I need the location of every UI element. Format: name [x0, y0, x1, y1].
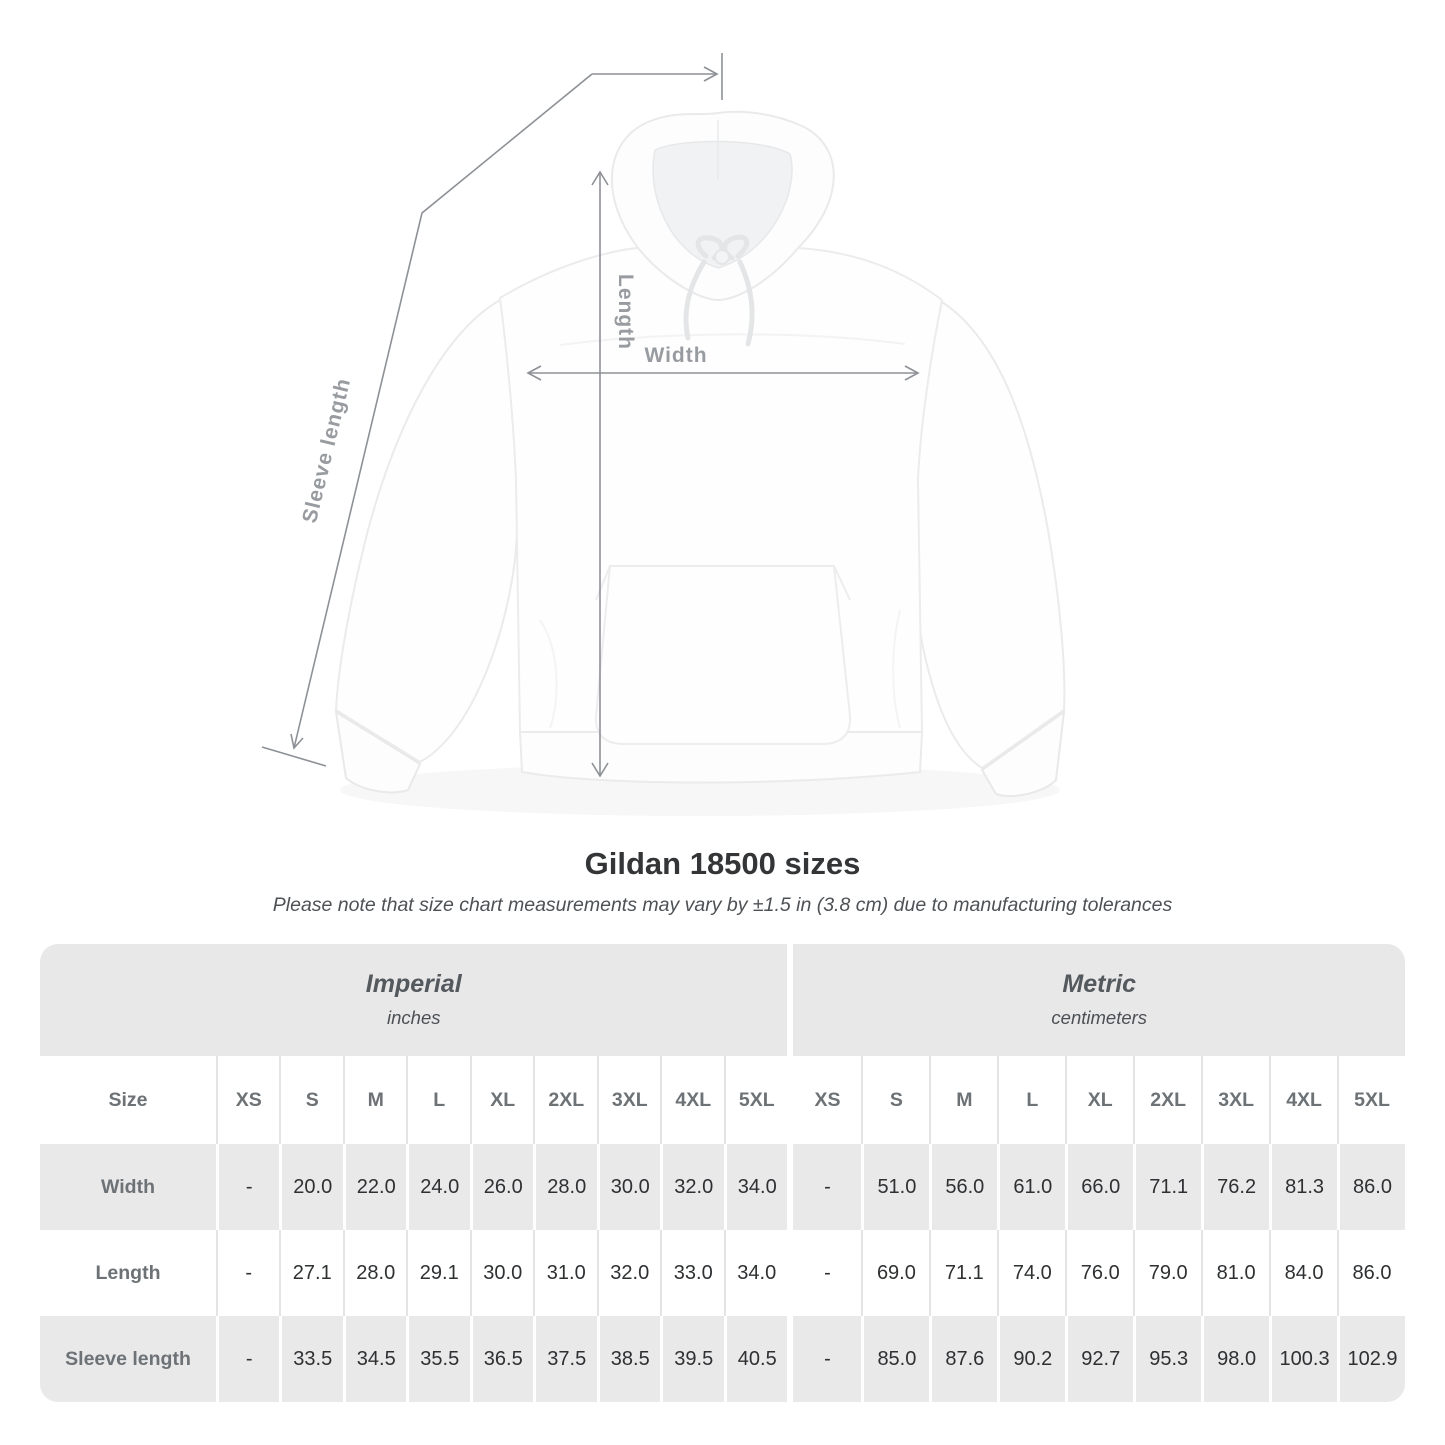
value-cell-metric	[1133, 1316, 1201, 1402]
size-header-imperial	[660, 1056, 724, 1144]
value-cell-imperial-text: -	[245, 1261, 253, 1284]
value-cell-imperial	[724, 1316, 788, 1402]
size-header-metric	[861, 1056, 929, 1144]
size-header-metric	[1269, 1056, 1337, 1144]
value-cell-imperial	[470, 1230, 534, 1316]
value-cell-metric	[1337, 1316, 1405, 1402]
value-cell-metric	[997, 1316, 1065, 1402]
size-header-imperial-text: S	[305, 1088, 319, 1111]
value-cell-metric-text: 76.2	[1217, 1175, 1257, 1198]
value-cell-imperial	[660, 1144, 724, 1230]
value-cell-imperial-text: 38.5	[610, 1347, 650, 1370]
value-cell-imperial	[279, 1316, 343, 1402]
page-title: Gildan 18500 sizes	[584, 846, 861, 881]
value-cell-imperial-text: 37.5	[547, 1347, 587, 1370]
table-row	[40, 1144, 1405, 1230]
size-label: Size	[108, 1088, 148, 1111]
sleeve-bottom-tick	[262, 747, 326, 766]
value-cell-metric-text: 56.0	[945, 1175, 985, 1198]
value-cell-imperial	[533, 1230, 597, 1316]
value-cell-imperial-text: 28.0	[356, 1261, 396, 1284]
size-header-imperial	[597, 1056, 661, 1144]
size-header-row	[40, 1056, 1405, 1144]
value-cell-metric-text: 61.0	[1013, 1175, 1053, 1198]
value-cell-imperial	[597, 1144, 661, 1230]
size-header-metric	[793, 1056, 861, 1144]
value-cell-metric-text: 86.0	[1353, 1175, 1392, 1198]
sleeve-length-label: Sleeve length	[298, 375, 356, 526]
value-cell-metric-text: 100.3	[1279, 1347, 1330, 1370]
value-cell-metric	[997, 1144, 1065, 1230]
width-label: Width	[644, 344, 708, 367]
size-header-metric-text: 2XL	[1150, 1088, 1187, 1111]
value-cell-imperial-text: 24.0	[420, 1175, 460, 1198]
value-cell-metric	[793, 1144, 861, 1230]
value-cell-metric-text: 71.1	[1149, 1175, 1189, 1198]
size-header-imperial	[279, 1056, 343, 1144]
value-cell-metric-text: 69.0	[876, 1261, 916, 1284]
row-label	[40, 1230, 216, 1316]
value-cell-metric	[929, 1316, 997, 1402]
value-cell-metric-text: 66.0	[1081, 1175, 1121, 1198]
value-cell-imperial	[406, 1144, 470, 1230]
value-cell-imperial	[597, 1230, 661, 1316]
metric-group-unit: centimeters	[1051, 1007, 1148, 1029]
metric-group-name: Metric	[1062, 969, 1137, 998]
value-cell-metric	[1065, 1144, 1133, 1230]
value-cell-metric-text: 84.0	[1284, 1261, 1324, 1284]
size-header-imperial	[533, 1056, 597, 1144]
value-cell-imperial	[660, 1316, 724, 1402]
value-cell-imperial	[406, 1230, 470, 1316]
size-header-metric-text: 4XL	[1286, 1088, 1322, 1111]
value-cell-imperial	[406, 1316, 470, 1402]
value-cell-imperial	[343, 1144, 407, 1230]
value-cell-imperial	[279, 1144, 343, 1230]
row-label	[40, 1144, 216, 1230]
value-cell-imperial	[533, 1144, 597, 1230]
value-cell-imperial	[343, 1230, 407, 1316]
value-cell-imperial-text: 28.0	[547, 1175, 587, 1198]
tolerance-note: Please note that size chart measurements may vary by ±1.5 in (3.8 cm) due to manufacturing tolerances	[272, 894, 1173, 916]
value-cell-metric-text: 74.0	[1012, 1261, 1052, 1284]
table-row	[40, 1230, 1405, 1316]
value-cell-imperial-text: 33.5	[293, 1347, 333, 1370]
hoodie-pocket	[596, 566, 850, 744]
value-cell-metric	[929, 1144, 997, 1230]
size-header-imperial-text: 5XL	[738, 1088, 775, 1111]
value-cell-metric-text: 92.7	[1081, 1347, 1121, 1370]
row-label	[40, 1316, 216, 1402]
value-cell-metric-text: 71.1	[944, 1261, 984, 1284]
size-header-imperial-text: 4XL	[675, 1088, 712, 1111]
size-header-imperial	[724, 1056, 788, 1144]
size-header-metric-text: L	[1026, 1088, 1039, 1111]
value-cell-metric	[1269, 1230, 1337, 1316]
size-header-imperial-text: XS	[235, 1088, 262, 1111]
value-cell-imperial-text: 36.5	[483, 1347, 523, 1370]
metric-group-header	[793, 944, 1405, 1056]
value-cell-imperial	[660, 1230, 724, 1316]
value-cell-metric-text: -	[824, 1261, 831, 1284]
value-cell-metric	[861, 1144, 929, 1230]
size-header-imperial	[343, 1056, 407, 1144]
table-row	[40, 1316, 1405, 1402]
size-header-imperial	[470, 1056, 534, 1144]
value-cell-metric	[1337, 1230, 1405, 1316]
value-cell-metric	[1201, 1144, 1269, 1230]
imperial-group-header	[40, 944, 787, 1056]
value-cell-imperial-text: 20.0	[293, 1175, 333, 1198]
value-cell-imperial-text: 30.0	[483, 1261, 523, 1284]
size-table-body	[40, 1144, 1405, 1402]
value-cell-imperial-text: 33.0	[673, 1261, 713, 1284]
value-cell-metric-text: 85.0	[877, 1347, 917, 1370]
value-cell-metric	[1065, 1230, 1133, 1316]
imperial-group-name: Imperial	[365, 969, 462, 998]
value-cell-metric-text: 87.6	[945, 1347, 985, 1370]
size-header-metric	[1133, 1056, 1201, 1144]
value-cell-metric-text: 81.3	[1285, 1175, 1325, 1198]
size-header-imperial-text: 3XL	[611, 1088, 648, 1111]
value-cell-imperial	[216, 1230, 279, 1316]
value-cell-metric-text: 79.0	[1148, 1261, 1188, 1284]
value-cell-imperial	[533, 1316, 597, 1402]
value-cell-imperial	[724, 1230, 788, 1316]
value-cell-metric	[929, 1230, 997, 1316]
value-cell-imperial	[724, 1144, 788, 1230]
size-header-imperial-text: L	[433, 1088, 446, 1111]
value-cell-metric-text: 86.0	[1352, 1261, 1392, 1284]
size-header-imperial	[406, 1056, 470, 1144]
size-header-imperial-text: XL	[490, 1088, 516, 1111]
value-cell-imperial	[343, 1316, 407, 1402]
value-cell-imperial-text: 31.0	[546, 1261, 586, 1284]
value-cell-imperial-text: 40.5	[737, 1347, 777, 1370]
value-cell-metric	[997, 1230, 1065, 1316]
size-header-metric	[997, 1056, 1065, 1144]
value-cell-imperial	[216, 1144, 279, 1230]
value-cell-metric	[1337, 1144, 1405, 1230]
value-cell-metric	[793, 1316, 861, 1402]
value-cell-imperial-text: 32.0	[674, 1175, 714, 1198]
size-header-imperial	[216, 1056, 279, 1144]
value-cell-imperial-text: 34.5	[356, 1347, 396, 1370]
size-header-imperial-text: 2XL	[548, 1088, 585, 1111]
value-cell-metric	[1269, 1316, 1337, 1402]
value-cell-imperial-text: -	[245, 1347, 253, 1370]
value-cell-metric	[793, 1230, 861, 1316]
length-label: Length	[614, 274, 637, 350]
value-cell-metric-text: -	[824, 1175, 831, 1198]
value-cell-metric	[861, 1230, 929, 1316]
value-cell-metric-text: 95.3	[1149, 1347, 1189, 1370]
value-cell-imperial-text: 27.1	[292, 1261, 332, 1284]
size-header-metric-text: XL	[1087, 1088, 1113, 1111]
value-cell-imperial	[597, 1316, 661, 1402]
value-cell-metric-text: 98.0	[1217, 1347, 1257, 1370]
size-table	[40, 944, 1405, 1402]
value-cell-imperial-text: 30.0	[610, 1175, 650, 1198]
unit-group-header-row	[40, 944, 1405, 1056]
value-cell-imperial	[470, 1316, 534, 1402]
value-cell-metric-text: 81.0	[1216, 1261, 1256, 1284]
row-label-text: Length	[95, 1261, 161, 1284]
value-cell-imperial-text: 35.5	[420, 1347, 460, 1370]
value-cell-imperial	[279, 1230, 343, 1316]
value-cell-metric	[1201, 1316, 1269, 1402]
size-header-metric-text: S	[889, 1088, 903, 1111]
size-header-metric-text: 3XL	[1218, 1088, 1255, 1111]
value-cell-imperial-text: 26.0	[483, 1175, 523, 1198]
value-cell-metric	[1133, 1144, 1201, 1230]
value-cell-metric-text: 51.0	[877, 1175, 917, 1198]
size-header-metric	[1065, 1056, 1133, 1144]
value-cell-metric	[1065, 1316, 1133, 1402]
size-header-metric-text: 5XL	[1354, 1088, 1390, 1111]
value-cell-imperial-text: 22.0	[356, 1175, 396, 1198]
value-cell-metric-text: 102.9	[1347, 1347, 1398, 1370]
value-cell-metric	[1133, 1230, 1201, 1316]
row-label-text: Sleeve length	[65, 1347, 191, 1370]
value-cell-metric-text: 90.2	[1013, 1347, 1053, 1370]
size-header-metric	[1201, 1056, 1269, 1144]
value-cell-metric-text: 76.0	[1080, 1261, 1120, 1284]
value-cell-imperial-text: 39.5	[674, 1347, 714, 1370]
size-column-header	[40, 1056, 216, 1144]
value-cell-metric	[861, 1316, 929, 1402]
value-cell-imperial-text: 34.0	[737, 1175, 777, 1198]
imperial-group-unit: inches	[387, 1007, 441, 1029]
size-header-metric	[1337, 1056, 1405, 1144]
value-cell-metric	[1269, 1144, 1337, 1230]
value-cell-imperial	[216, 1316, 279, 1402]
value-cell-metric-text: -	[824, 1347, 831, 1370]
value-cell-imperial-text: -	[245, 1175, 253, 1198]
value-cell-imperial-text: 32.0	[610, 1261, 650, 1284]
row-label-text: Width	[101, 1175, 155, 1198]
value-cell-metric	[1201, 1230, 1269, 1316]
size-header-imperial-text: M	[367, 1088, 384, 1111]
value-cell-imperial-text: 34.0	[737, 1261, 777, 1284]
size-header-metric-text: M	[956, 1088, 973, 1111]
size-header-metric-text: XS	[814, 1088, 841, 1111]
value-cell-imperial-text: 29.1	[419, 1261, 459, 1284]
size-header-metric	[929, 1056, 997, 1144]
value-cell-imperial	[470, 1144, 534, 1230]
